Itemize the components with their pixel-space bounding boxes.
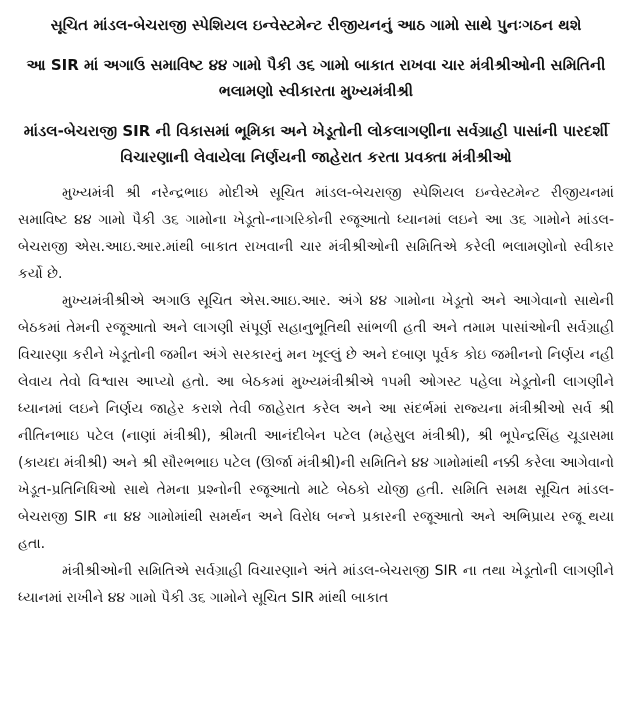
document-title: સૂચિત માંડલ-બેચરાજી સ્પેશિયલ ઇન્વેસ્ટમેન્ટ રીજીયનનું આઠ ગામો સાથે પુનઃગઠન થશે <box>50 16 582 34</box>
article-body <box>18 180 614 612</box>
paragraph: મુખ્યમંત્રી શ્રી નરેન્દ્રભાઇ મોદીએ સૂચિત માંડલ-બેચરાજી સ્પેશિયલ ઇન્વેસ્ટમેન્ટ રીજીયનમાં સમાવિષ્ટ ૪૪ ગામો પૈકી ૩૬ ગામોના ખેડૂતો-નાગરિકોની રજૂઆતો ધ્યાનમાં લઇને આ ૩૬ ગામોને માંડલ-બેચરાજી એસ.આઇ.આર.માંથી બાકાત રાખવાની ચાર મંત્રીશ્રીઓની સમિતિએ કરેલી ભલામણોનો સ્વીકાર કર્યો છે. <box>18 185 614 282</box>
subheading-sir-announcement: માંડલ-બેચરાજી SIR ની વિકાસમાં ભૂમિકા અને ખેડૂતોની લોકલાગણીના સર્વગ્રાહી પાસાંની પારદર્શી વિચારણાની લેવાયેલા નિર્ણયની જાહેરાત કરતા પ્રવક્તા મંત્રીશ્રીઓ <box>23 122 609 166</box>
paragraph: મંત્રીશ્રીઓની સમિતિએ સર્વગ્રાહી વિચારણાને અંતે માંડલ-બેચરાજી SIR ના તથા ખેડૂતોની લાગણીને ધ્યાનમાં રાખીને ૪૪ ગામો પૈકી ૩૬ ગામોને સૂચિત SIR માંથી બાકાત <box>18 563 614 606</box>
subheading-sir-exclusion: આ SIR માં અગાઉ સમાવિષ્ટ ૪૪ ગામો પૈકી ૩૬ ગામો બાકાત રાખવા ચાર મંત્રીશ્રીઓની સમિતિની ભલામણો સ્વીકારતા મુખ્યમંત્રીશ્રી <box>26 56 606 100</box>
paragraph: મુખ્યમંત્રીશ્રીએ અગાઉ સૂચિત એસ.આઇ.આર. અંગે ૪૪ ગામોના ખેડૂતો અને આગેવાનો સાથેની બેઠકમાં તેમની રજૂઆતો અને લાગણી સંપૂર્ણ સહાનુભૂતિથી સાંભળી હતી અને તમામ પાસાંઓની સર્વગ્રાહી વિચારણા કરીને ખેડૂતોની જમીન અંગે સરકારનું મન ખૂલ્લું છે અને દબાણ પૂર્વક કોઇ જમીનનો નિર્ણય નહી લેવાય તેવો વિશ્વાસ આપ્યો હતો. આ બેઠકમાં મુખ્યમંત્રીશ્રીએ ૧૫મી ઓગસ્ટ પહેલા ખેડૂતોની લાગણીને ધ્યાનમાં લઇને નિર્ણય જાહેર કરાશે તેવી જાહેરાત કરેલ અને આ સંદર્ભમાં રાજ્યના મંત્રીશ્રીઓ સર્વ શ્રી નીતિનભાઇ પટેલ (નાણાં મંત્રીશ્રી), શ્રીમતી આનંદીબેન પટેલ (મહેસુલ મંત્રીશ્રી), શ્રી ભૂપેન્દ્રસિંહ ચૂડાસમા (કાયદા મંત્રીશ્રી) અને શ્રી સૌરભભાઇ પટેલ (ઊર્જા મંત્રીશ્રી)ની સમિતિને ૪૪ ગામોમાંથી નક્કી કરેલા આગેવાનો ખેડૂત-પ્રતિનિધિઓ સાથે તેમના પ્રશ્નોની રજૂઆતો માટે બેઠકો યોજી હતી. સમિતિ સમક્ષ સૂચિત માંડલ-બેચરાજી SIR ના ૪૪ ગામોમાંથી સમર્થન અને વિરોધ બન્ને પ્રકારની રજૂઆતો અને અભિપ્રાય રજૂ થયા હતા. <box>18 293 614 552</box>
